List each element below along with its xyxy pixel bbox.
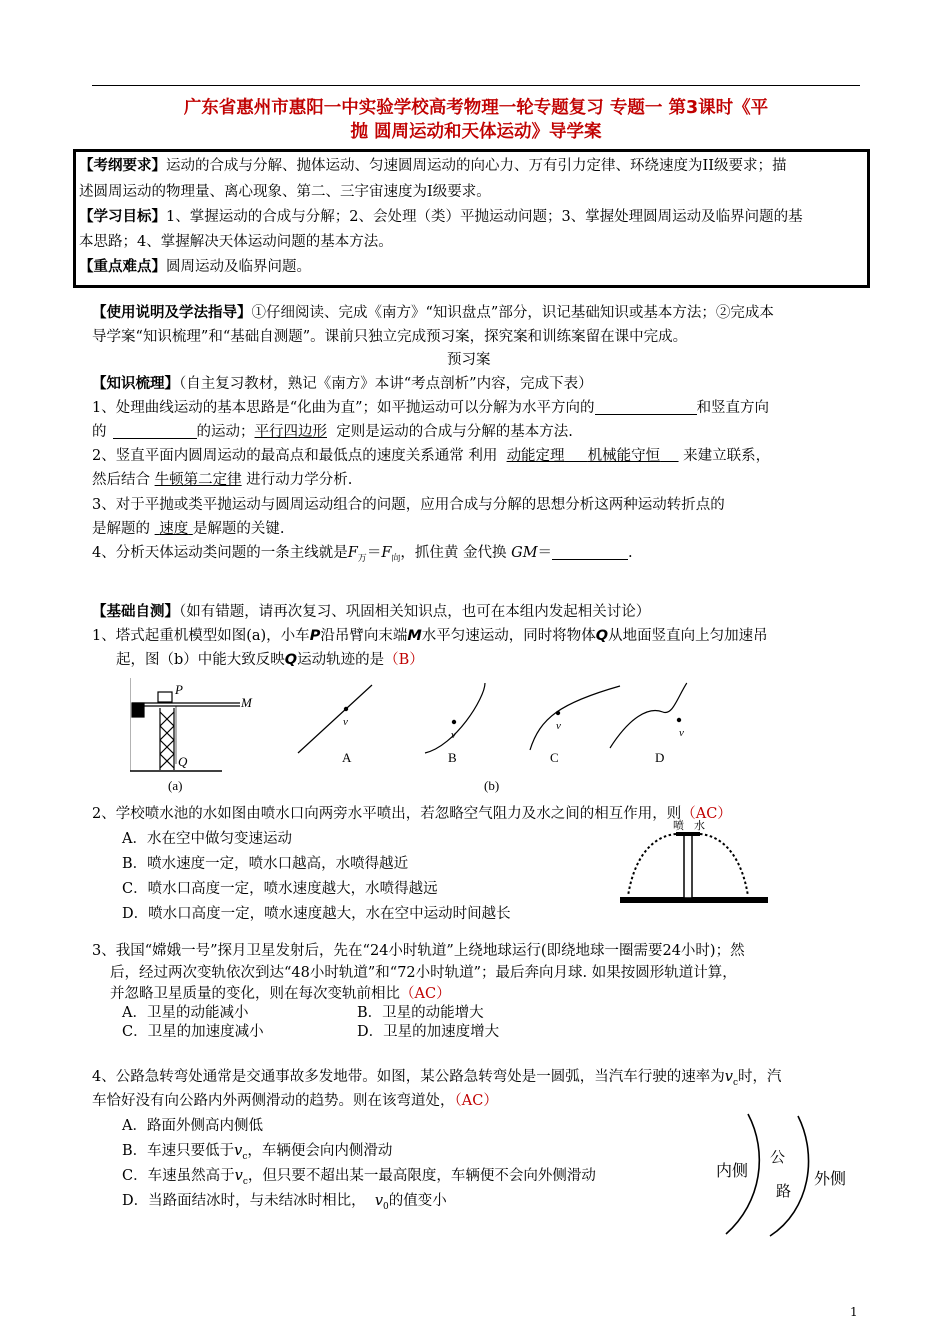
q3-option-D: D．卫星的加速度增大 bbox=[357, 1024, 500, 1040]
q4b-text-1: B．车速只要低于 bbox=[122, 1143, 235, 1159]
road-label-inner: 内侧 bbox=[716, 1163, 749, 1180]
k1-text-a: 1、处理曲线运动的基本思路是“化曲为直”；如平抛运动可以分解为水平方向的 bbox=[92, 400, 595, 416]
knowledge-item-1b bbox=[92, 422, 573, 442]
k1-answer-parallelogram: 平行四边形 bbox=[254, 424, 327, 440]
usage-line-1 bbox=[92, 303, 774, 323]
k4-F1: F bbox=[347, 545, 358, 561]
fountain-base bbox=[620, 897, 768, 903]
road-label-1: 公 bbox=[770, 1150, 786, 1166]
usage-line-2: 导学案“知识梳理”和“基础自测题”。课前只独立完成预习案，探究案和训练案留在课中完成。 bbox=[92, 329, 688, 345]
point-B bbox=[452, 720, 456, 724]
q3-line-3 bbox=[110, 984, 451, 1004]
label-A: A bbox=[342, 750, 352, 765]
syllabus-label: 【考纲要求】 bbox=[79, 158, 166, 174]
q3-option-B: B．卫星的动能增大 bbox=[357, 1005, 484, 1021]
q3-line-2: 后，经过两次变轨依次到达“48小时轨道”和“72小时轨道”；最后奔向月球. 如果按圆形轨道计算， bbox=[110, 965, 737, 981]
q1-text-b: 沿吊臂向末端 bbox=[320, 628, 408, 644]
label-C: C bbox=[550, 750, 559, 765]
q3-text-c: 并忽略卫星质量的变化，则在每次变轨前相比 bbox=[110, 986, 400, 1002]
figure-fountain bbox=[612, 818, 772, 910]
syllabus-text: 运动的合成与分解、抛体运动、匀速圆周运动的向心力、万有引力定律、环绕速度为II级要求；描 bbox=[166, 158, 787, 174]
q1-text-g: 运动轨迹的是 bbox=[297, 652, 385, 668]
k4-F2: F bbox=[381, 545, 392, 561]
v-label-C: v bbox=[556, 720, 561, 732]
q4-v-sub: c bbox=[732, 1077, 738, 1088]
selftest-header bbox=[92, 602, 650, 622]
key-points-text: 圆周运动及临界问题。 bbox=[166, 259, 311, 275]
k1-text-f: 定则是运动的合成与分解的基本方法. bbox=[336, 424, 573, 440]
q2-answer: （AC） bbox=[681, 806, 732, 822]
trajectory-D bbox=[610, 683, 687, 748]
label-Q: Q bbox=[178, 754, 188, 769]
q3-option-C: C．卫星的加速度减小 bbox=[122, 1024, 264, 1040]
section-title: 预习案 bbox=[447, 352, 491, 368]
q4b-text-2: ，车辆便会向内侧滑动 bbox=[247, 1143, 393, 1159]
water-arc-right bbox=[700, 834, 748, 896]
fountain-label-1: 喷 bbox=[673, 820, 684, 832]
q1-text-d: 从地面竖直向上匀加速吊 bbox=[608, 628, 768, 644]
k1-text-b: 和竖直方向 bbox=[696, 400, 770, 416]
v-label-B: v bbox=[451, 729, 456, 741]
q3-line-1: 3、我国“嫦娥一号”探月卫星发射后，先在“24小时轨道”上绕地球运行(即绕地球一圈需要24小时)；然 bbox=[92, 943, 745, 959]
point-D bbox=[677, 718, 681, 722]
k1-blank-vertical bbox=[113, 422, 197, 439]
q1-M: M bbox=[407, 628, 422, 644]
k4-text-g: ，抓住黄 金代换 bbox=[400, 545, 507, 561]
crane-cab bbox=[158, 692, 172, 702]
q4-text-b: 时，汽 bbox=[737, 1069, 782, 1085]
trajectory-C bbox=[530, 686, 620, 750]
q2-option-A: A．水在空中做匀变速运动 bbox=[122, 831, 292, 847]
v-label-A: v bbox=[343, 716, 348, 728]
usage-text-1: ①仔细阅读、完成《南方》“知识盘点”部分，识记基础知识或基本方法；②完成本 bbox=[251, 305, 774, 321]
q4d-v: v bbox=[374, 1193, 384, 1209]
knowledge-item-4 bbox=[92, 543, 633, 569]
label-b: (b) bbox=[484, 778, 500, 793]
q1-Q: Q bbox=[595, 628, 609, 644]
page-number: 1 bbox=[850, 1305, 858, 1319]
figure-road-curve bbox=[712, 1112, 862, 1238]
q4-option-C bbox=[122, 1166, 596, 1192]
k4-eq2: ＝ bbox=[537, 545, 553, 561]
q3-answer: （AC） bbox=[400, 986, 451, 1002]
q4-option-D bbox=[122, 1191, 447, 1217]
q1-P: P bbox=[309, 628, 321, 644]
road-label-2: 路 bbox=[776, 1184, 792, 1200]
box-line-5 bbox=[79, 257, 311, 277]
goals-label: 【学习目标】 bbox=[79, 209, 166, 225]
title-line-1: 广东省惠州市惠阳一中实验学校高考物理一轮专题复习 专题一 第3课时《平 bbox=[183, 98, 769, 118]
figure-crane-trajectories bbox=[130, 678, 690, 796]
label-a: (a) bbox=[168, 778, 183, 793]
selftest-intro: （如有错题，请再次复习、巩固相关知识点，也可在本组内发起相关讨论） bbox=[179, 604, 651, 620]
road-label-outer: 外侧 bbox=[814, 1171, 847, 1188]
q1-text-c: 水平匀速运动，同时将物体 bbox=[421, 628, 596, 644]
goals-text: 1、掌握运动的合成与分解；2、会处理（类）平抛运动问题；3、掌握处理圆周运动及临界问题的基 bbox=[166, 209, 803, 225]
q4-option-B bbox=[122, 1141, 392, 1167]
knowledge-item-2a bbox=[92, 446, 770, 466]
k2-text-e: 然后结合 bbox=[92, 472, 150, 488]
k4-sub-xiang: 向 bbox=[391, 553, 401, 564]
k4-sub-wan: 万 bbox=[357, 553, 367, 564]
k4-text-a: 4、分析天体运动类问题的一条主线就是 bbox=[92, 545, 348, 561]
q4-answer: （AC） bbox=[454, 1093, 498, 1109]
q1-text-e: 起，图（b）中能大致反映 bbox=[116, 652, 285, 668]
k4-GM: GM bbox=[511, 545, 538, 561]
k2-answer-newton: 牛顿第二定律 bbox=[154, 472, 242, 488]
knowledge-item-3b bbox=[92, 519, 284, 539]
q1-line-1 bbox=[92, 626, 768, 646]
fountain-nozzle bbox=[676, 832, 700, 836]
k3-text-d: 是解题的关键. bbox=[192, 521, 285, 537]
q4b-v-sub: c bbox=[242, 1151, 248, 1162]
knowledge-label: 【知识梳理】 bbox=[92, 376, 179, 392]
k2-text-d: 来建立联系， bbox=[683, 448, 771, 464]
k2-text-g: 进行动力学分析. bbox=[246, 472, 353, 488]
key-points-label: 【重点难点】 bbox=[79, 259, 166, 275]
fountain-pipe bbox=[684, 834, 692, 898]
q1-Q2: Q bbox=[284, 652, 298, 668]
knowledge-item-3a: 3、对于平抛或类平抛运动与圆周运动组合的问题，应用合成与分解的思想分析这两种运动转折点的 bbox=[92, 497, 725, 513]
q2-text: 2、学校喷水池的水如图由喷水口向两旁水平喷出，若忽略空气阻力及水之间的相互作用，则 bbox=[92, 806, 682, 822]
trajectory-A bbox=[298, 685, 372, 753]
fountain-label-2: 水 bbox=[694, 820, 705, 832]
knowledge-item-2b bbox=[92, 470, 352, 490]
q4b-v: v bbox=[234, 1143, 243, 1159]
point-C bbox=[556, 711, 560, 715]
q4c-text-2: ，但只要不超出某一最高限度，车辆便不会向外侧滑动 bbox=[247, 1168, 596, 1184]
point-A bbox=[344, 707, 348, 711]
k4-blank bbox=[552, 543, 628, 560]
q4-text-a: 4、公路急转弯处通常是交通事故多发地带。如图，某公路急转弯处是一圆弧，当汽车行驶的速率为 bbox=[92, 1069, 725, 1085]
q2-option-D: D．喷水口高度一定，喷水速度越大，水在空中运动时间越长 bbox=[122, 906, 511, 922]
box-line-1 bbox=[79, 156, 786, 176]
q4-v: v bbox=[724, 1069, 733, 1085]
q4-line-2 bbox=[92, 1091, 498, 1111]
q4d-text-1: D．当路面结冰时，与未结冰时相比， bbox=[122, 1193, 366, 1209]
page-title bbox=[90, 96, 862, 144]
q1-text-a: 1、塔式起重机模型如图(a)，小车 bbox=[92, 628, 310, 644]
label-M: M bbox=[241, 695, 252, 710]
box-line-3 bbox=[79, 207, 803, 227]
box-line-2: 述圆周运动的物理量、离心现象、第二、三宇宙速度为I级要求。 bbox=[79, 184, 491, 200]
q4c-v: v bbox=[234, 1168, 243, 1184]
label-D: D bbox=[655, 750, 665, 765]
q4-option-A: A．路面外侧高内侧低 bbox=[122, 1118, 263, 1134]
selftest-label: 【基础自测】 bbox=[92, 604, 179, 620]
usage-label: 【使用说明及学法指导】 bbox=[92, 305, 252, 321]
k1-text-d: 的运动； bbox=[196, 424, 255, 440]
q4c-v-sub: c bbox=[242, 1176, 248, 1187]
v-label-D: v bbox=[679, 727, 684, 739]
k2-answer-energy: 动能定理 机械能守恒 bbox=[506, 448, 661, 464]
q2-option-C: C．喷水口高度一定，喷水速度越大，水喷得越远 bbox=[122, 881, 438, 897]
q4c-text-1: C．车速虽然高于 bbox=[122, 1168, 235, 1184]
q2-option-B: B．喷水速度一定，喷水口越高，水喷得越近 bbox=[122, 856, 409, 872]
k1-blank-horizontal bbox=[595, 398, 697, 415]
road-outer-edge bbox=[770, 1116, 809, 1236]
trajectory-B bbox=[425, 683, 485, 753]
q1-line-2 bbox=[116, 650, 424, 670]
q4d-v-sub: 0 bbox=[383, 1201, 389, 1212]
crane-counterweight bbox=[132, 703, 144, 717]
knowledge-intro: （自主复习教材，熟记《南方》本讲“考点剖析”内容，完成下表） bbox=[179, 376, 593, 392]
k4-period: . bbox=[628, 545, 633, 561]
q4d-text-2: 的值变小 bbox=[388, 1193, 447, 1209]
k3-answer-speed: 速度 bbox=[159, 521, 189, 537]
label-B: B bbox=[448, 750, 457, 765]
water-arc-left bbox=[628, 834, 676, 896]
top-rule bbox=[92, 85, 860, 86]
title-line-2: 抛 圆周运动和天体运动》导学案 bbox=[350, 122, 602, 142]
box-line-4: 本思路；4、掌握解决天体运动问题的基本方法。 bbox=[79, 234, 393, 250]
knowledge-item-1a bbox=[92, 398, 769, 418]
q1-answer: （B） bbox=[384, 652, 424, 668]
k4-eq: ＝ bbox=[366, 545, 382, 561]
q4-line-1 bbox=[92, 1067, 781, 1093]
q3-option-A: A．卫星的动能减小 bbox=[122, 1005, 249, 1021]
knowledge-header bbox=[92, 374, 593, 394]
k3-text-b: 是解题的 bbox=[92, 521, 150, 537]
label-P: P bbox=[175, 682, 183, 697]
q4-text-c: 车恰好没有向公路内外两侧滑动的趋势。则在该弯道处， bbox=[92, 1093, 455, 1109]
k1-text-c: 的 bbox=[92, 424, 107, 440]
k2-text-a: 2、竖直平面内圆周运动的最高点和最低点的速度关系通常 利用 bbox=[92, 448, 498, 464]
